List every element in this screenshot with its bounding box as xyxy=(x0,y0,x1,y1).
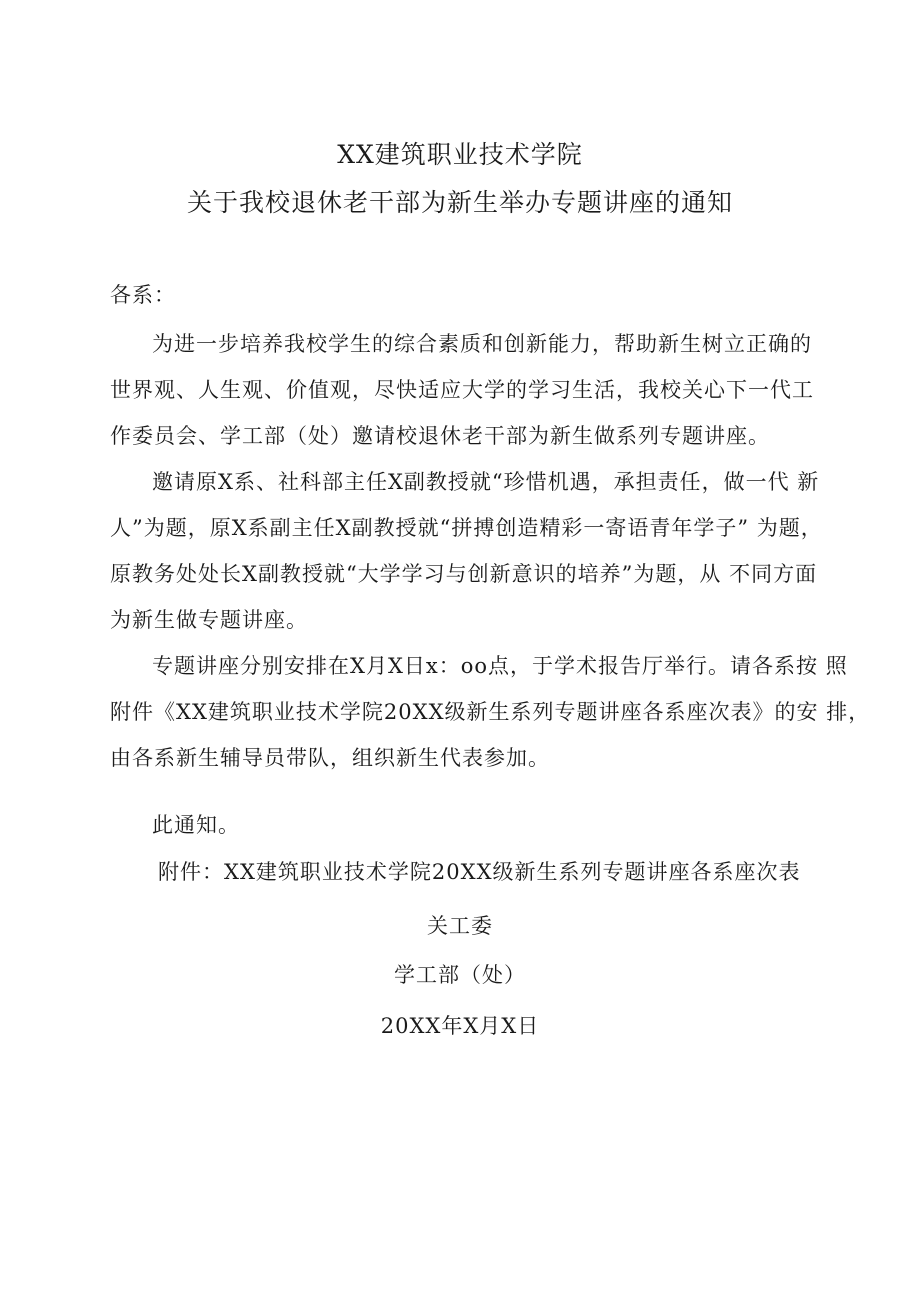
paragraph-line: 由各系新生辅导员带队，组织新生代表参加。 xyxy=(110,746,550,770)
paragraph-line: 为新生做专题讲座。 xyxy=(110,608,308,632)
signature-org-student-affairs: 学工部（处） xyxy=(394,963,526,987)
salutation: 各系： xyxy=(110,283,176,307)
paragraph-line: 邀请原X系、社科部主任X副教授就“珍惜机遇，承担责任，做一代 新 xyxy=(152,470,820,494)
notice-body xyxy=(110,321,871,781)
paragraph-purpose xyxy=(110,321,814,459)
paragraph-line: 附件《XX建筑职业技术学院20XX级新生系列专题讲座各系座次表》的安 排， xyxy=(110,700,871,724)
attachment-note: 附件：XX建筑职业技术学院20XX级新生系列专题讲座各系座次表 xyxy=(158,860,801,884)
paragraph-line: 为进一步培养我校学生的综合素质和创新能力，帮助新生树立正确的 xyxy=(152,332,812,356)
paragraph-line: 原教务处处长X副教授就“大学学习与创新意识的培养”为题，从 不同方面 xyxy=(110,562,818,586)
document-title-subject: 关于我校退休老干部为新生举办专题讲座的通知 xyxy=(186,188,733,217)
paragraph-line: 作委员会、学工部（处）邀请校退休老干部为新生做系列专题讲座。 xyxy=(110,424,770,448)
paragraph-line: 人”为题，原X系副主任X副教授就“拼搏创造精彩一寄语青年学子” 为题， xyxy=(110,516,823,540)
document-title-institution: XX建筑职业技术学院 xyxy=(337,140,583,169)
paragraph-line: 世界观、人生观、价值观，尽快适应大学的学习生活，我校关心下一代工 xyxy=(110,378,814,402)
paragraph-line: 专题讲座分别安排在X月X日x：oo点，于学术报告厅举行。请各系按 照 xyxy=(152,654,848,678)
paragraph-schedule xyxy=(110,643,871,781)
signature-org-committee: 关工委 xyxy=(427,914,493,938)
signature-date: 20XX年X月X日 xyxy=(380,1014,540,1038)
paragraph-speakers xyxy=(110,459,823,643)
closing-acknowledgement: 此通知。 xyxy=(152,813,240,837)
